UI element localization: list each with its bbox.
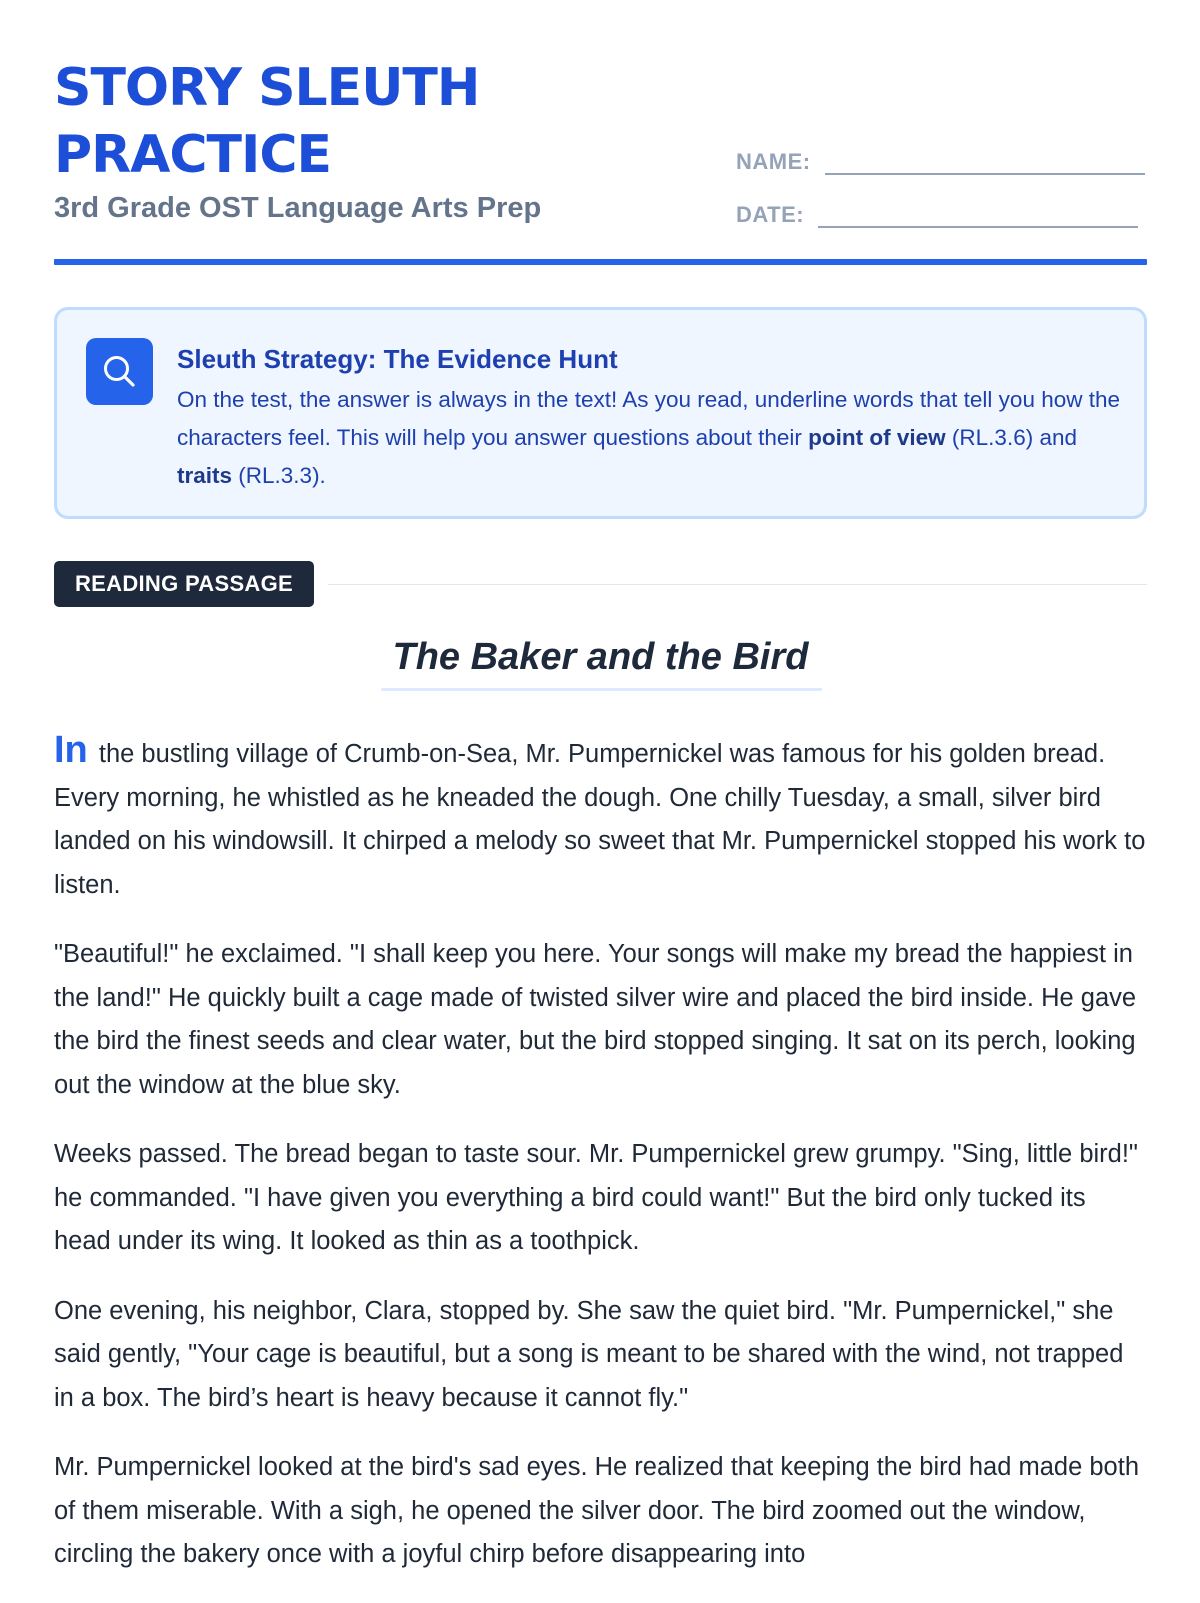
- passage-paragraph: "Beautiful!" he exclaimed. "I shall keep you here. Your songs will make my bread the happiest in the land!" He quickly built a cage made of twisted silver wire and placed the bird inside. He gave the bird the finest seeds and clear water, but the bird stopped singing. It sat on its perch, looking out the window at the blue sky.: [54, 940, 1137, 1099]
- date-label: DATE:: [736, 202, 805, 227]
- strategy-text-part: On the test, the answer is always in the text! As you read, underline words that tell you how the characters feel. This will help you answer questions about their: [177, 387, 1121, 450]
- strategy-text: [177, 381, 1127, 495]
- strategy-callout: [54, 307, 1147, 519]
- point-of-view-term: point of view: [808, 425, 946, 450]
- date-field: [736, 196, 1138, 228]
- passage-paragraph: Mr. Pumpernickel looked at the bird's sad eyes. He realized that keeping the bird had made both of them miserable. With a sigh, he opened the silver door. The bird zoomed out the window, circling the bakery once with a joyful chirp before disappearing into: [54, 1453, 1139, 1568]
- header-divider: [54, 259, 1147, 265]
- passage-paragraph: [54, 731, 1147, 907]
- name-blank-line[interactable]: [825, 143, 1145, 175]
- strategy-text-part: (RL.3.3).: [232, 463, 326, 488]
- traits-term: traits: [177, 463, 233, 488]
- date-blank-line[interactable]: [818, 196, 1138, 228]
- worksheet-subtitle: 3rd Grade OST Language Arts Prep: [54, 192, 542, 224]
- story-title: The Baker and the Bird: [392, 636, 809, 678]
- title-line-1: STORY SLEUTH: [54, 58, 480, 118]
- title-line-2: PRACTICE: [54, 125, 332, 185]
- drop-cap: In: [54, 729, 88, 771]
- name-label: NAME:: [736, 149, 811, 174]
- passage-label-row: [54, 561, 1147, 607]
- reading-passage: [54, 731, 1147, 1603]
- worksheet-title: [54, 55, 479, 189]
- passage-paragraph: Weeks passed. The bread began to taste sour. Mr. Pumpernickel grew grumpy. "Sing, little bird!" he commanded. "I have given you everything a bird could want!" But the bird only tucked its head under its wing. It looked as thin as a toothpick.: [54, 1140, 1138, 1255]
- strategy-title: Sleuth Strategy: The Evidence Hunt: [177, 344, 618, 374]
- paragraph-text: the bustling village of Crumb-on-Sea, Mr. Pumpernickel was famous for his golden bread. Every morning, he whistled as he kneaded the dough. One chilly Tuesday, a small, silver bird landed on his windowsill. It chirped a melody so sweet that Mr. Pumpernickel stopped his work to listen.: [54, 740, 1146, 899]
- worksheet-page: [54, 0, 1147, 1568]
- passage-divider: [328, 584, 1147, 585]
- story-title-underline: [381, 688, 822, 691]
- strategy-text-part: (RL.3.6) and: [945, 425, 1077, 450]
- search-icon: [86, 338, 153, 405]
- reading-passage-badge: READING PASSAGE: [54, 561, 314, 607]
- worksheet-header: [54, 0, 1147, 268]
- passage-paragraph: One evening, his neighbor, Clara, stopped by. She saw the quiet bird. "Mr. Pumpernickel," she said gently, "Your cage is beautiful, but a song is meant to be shared with the wind, not trapped in a box. The bird’s heart is heavy because it cannot fly.": [54, 1296, 1124, 1412]
- name-field: [736, 143, 1145, 175]
